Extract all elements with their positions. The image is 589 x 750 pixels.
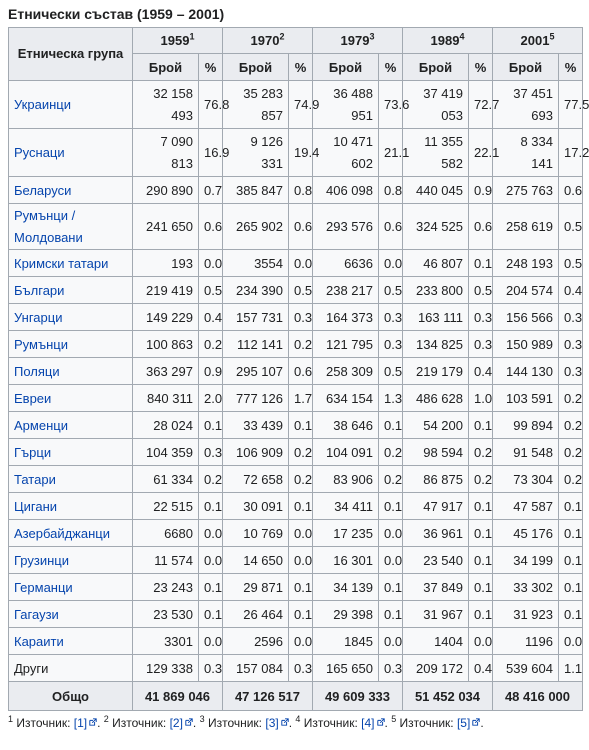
count-cell: 31 923 xyxy=(493,601,559,628)
pct-cell: 73.6 xyxy=(379,81,403,129)
pct-cell: 0.1 xyxy=(199,601,223,628)
count-cell: 17 235 xyxy=(313,520,379,547)
count-cell: 10 471 602 xyxy=(313,129,379,177)
count-header: Брой xyxy=(133,54,199,81)
count-cell: 440 045 xyxy=(403,177,469,204)
pct-cell: 1.1 xyxy=(559,655,583,682)
pct-cell: 22.1 xyxy=(469,129,493,177)
count-cell: 293 576 xyxy=(313,204,379,250)
count-cell: 209 172 xyxy=(403,655,469,682)
pct-cell: 0.0 xyxy=(379,547,403,574)
pct-cell: 0.6 xyxy=(559,177,583,204)
count-cell: 34 199 xyxy=(493,547,559,574)
pct-cell: 0.6 xyxy=(379,204,403,250)
count-cell: 104 091 xyxy=(313,439,379,466)
pct-cell: 0.5 xyxy=(559,250,583,277)
count-cell: 26 464 xyxy=(223,601,289,628)
count-cell: 100 863 xyxy=(133,331,199,358)
pct-cell: 76.8 xyxy=(199,81,223,129)
pct-cell: 0.1 xyxy=(469,547,493,574)
pct-cell: 0.1 xyxy=(469,574,493,601)
count-cell: 31 967 xyxy=(403,601,469,628)
ethnic-group-link[interactable]: Татари xyxy=(9,466,133,493)
pct-cell: 0.0 xyxy=(379,520,403,547)
count-cell: 86 875 xyxy=(403,466,469,493)
ethnic-group-link[interactable]: Евреи xyxy=(9,385,133,412)
count-cell: 29 871 xyxy=(223,574,289,601)
pct-cell: 0.3 xyxy=(559,358,583,385)
table-row xyxy=(9,385,583,412)
count-cell: 238 217 xyxy=(313,277,379,304)
pct-cell: 0.0 xyxy=(559,628,583,655)
pct-cell: 0.4 xyxy=(559,277,583,304)
count-cell: 634 154 xyxy=(313,385,379,412)
count-cell: 45 176 xyxy=(493,520,559,547)
table-row xyxy=(9,358,583,385)
count-cell: 35 283 857 xyxy=(223,81,289,129)
pct-cell: 72.7 xyxy=(469,81,493,129)
count-cell: 840 311 xyxy=(133,385,199,412)
count-header: Брой xyxy=(313,54,379,81)
ethnic-group-link[interactable]: Гърци xyxy=(9,439,133,466)
pct-cell: 0.5 xyxy=(469,277,493,304)
total-value: 51 452 034 xyxy=(403,682,493,711)
table-row xyxy=(9,520,583,547)
pct-cell: 0.0 xyxy=(289,520,313,547)
count-cell: 248 193 xyxy=(493,250,559,277)
table-row xyxy=(9,331,583,358)
count-cell: 165 650 xyxy=(313,655,379,682)
totals-label: Общо xyxy=(9,682,133,711)
ethnic-group-link[interactable]: Грузинци xyxy=(9,547,133,574)
pct-cell: 16.9 xyxy=(199,129,223,177)
pct-cell: 0.0 xyxy=(199,520,223,547)
count-header: Брой xyxy=(403,54,469,81)
count-cell: 241 650 xyxy=(133,204,199,250)
pct-header: % xyxy=(289,54,313,81)
ethnic-composition-table xyxy=(8,27,589,711)
pct-cell: 0.2 xyxy=(289,439,313,466)
count-cell: 36 961 xyxy=(403,520,469,547)
ethnic-group-link[interactable]: Руснаци xyxy=(9,129,133,177)
footnote-number: 2 xyxy=(103,714,109,724)
count-cell: 23 243 xyxy=(133,574,199,601)
pct-cell: 0.1 xyxy=(289,493,313,520)
ethnic-group-link[interactable]: Румънци xyxy=(9,331,133,358)
pct-cell: 0.1 xyxy=(559,493,583,520)
pct-cell: 0.1 xyxy=(289,601,313,628)
pct-cell: 0.1 xyxy=(469,250,493,277)
table-body xyxy=(9,81,589,682)
count-cell: 33 302 xyxy=(493,574,559,601)
pct-cell: 0.3 xyxy=(559,331,583,358)
pct-cell: 17.2 xyxy=(559,129,583,177)
count-cell: 33 439 xyxy=(223,412,289,439)
count-cell: 204 574 xyxy=(493,277,559,304)
year-header: 1989$^4$ xyxy=(403,28,493,54)
count-cell: 193 xyxy=(133,250,199,277)
pct-cell: 74.9 xyxy=(289,81,313,129)
pct-header: % xyxy=(379,54,403,81)
source-link[interactable]: [5] xyxy=(456,716,471,730)
ethnic-group-link[interactable]: Българи xyxy=(9,277,133,304)
table-row xyxy=(9,547,583,574)
count-cell: 265 902 xyxy=(223,204,289,250)
table-row xyxy=(9,655,583,682)
pct-cell: 0.1 xyxy=(469,412,493,439)
count-cell: 91 548 xyxy=(493,439,559,466)
count-cell: 8 334 141 xyxy=(493,129,559,177)
pct-cell: 0.1 xyxy=(289,412,313,439)
count-cell: 98 594 xyxy=(403,439,469,466)
ethnic-group-link[interactable]: Беларуси xyxy=(9,177,133,204)
pct-cell: 0.1 xyxy=(199,493,223,520)
pct-cell: 0.1 xyxy=(469,520,493,547)
table-row xyxy=(9,439,583,466)
footnote-label: Източник: xyxy=(303,716,358,730)
footnotes: $^1$ Източник: [1] . $^2$ Източник: [2] . $^3$ Източник: [3] . $^4$ Източник: [4] . $^5$ Източник: [5] . xyxy=(8,714,484,730)
pct-cell: 0.0 xyxy=(199,250,223,277)
count-cell: 37 419 053 xyxy=(403,81,469,129)
pct-cell: 0.2 xyxy=(379,439,403,466)
count-cell: 37 451 693 xyxy=(493,81,559,129)
year-header: 1979$^3$ xyxy=(313,28,403,54)
count-cell: 46 807 xyxy=(403,250,469,277)
count-cell: 275 763 xyxy=(493,177,559,204)
header-row-years xyxy=(9,28,583,54)
count-cell: 258 619 xyxy=(493,204,559,250)
count-cell: 233 800 xyxy=(403,277,469,304)
pct-cell: 0.3 xyxy=(289,304,313,331)
count-cell: 23 530 xyxy=(133,601,199,628)
count-cell: 14 650 xyxy=(223,547,289,574)
source-link[interactable]: [4] xyxy=(361,716,375,730)
count-cell: 22 515 xyxy=(133,493,199,520)
count-header: Брой xyxy=(493,54,559,81)
count-cell: 54 200 xyxy=(403,412,469,439)
table-row xyxy=(9,628,583,655)
pct-header: % xyxy=(469,54,493,81)
count-cell: 73 304 xyxy=(493,466,559,493)
ethnic-group-link[interactable]: Германци xyxy=(9,574,133,601)
pct-cell: 0.2 xyxy=(559,466,583,493)
ethnic-group-link[interactable]: Цигани xyxy=(9,493,133,520)
external-link-icon xyxy=(281,718,289,726)
year-header: 1970$^2$ xyxy=(223,28,313,54)
footnote-label: Източник: xyxy=(207,716,263,730)
pct-cell: 0.5 xyxy=(379,358,403,385)
table-row xyxy=(9,574,583,601)
external-link-icon xyxy=(377,718,385,726)
count-cell: 32 158 493 xyxy=(133,81,199,129)
pct-cell: 0.1 xyxy=(199,574,223,601)
pct-cell: 0.2 xyxy=(559,412,583,439)
count-cell: 363 297 xyxy=(133,358,199,385)
count-cell: 156 566 xyxy=(493,304,559,331)
count-cell: 30 091 xyxy=(223,493,289,520)
pct-cell: 0.5 xyxy=(289,277,313,304)
year-header: 1959$^1$ xyxy=(133,28,223,54)
count-cell: 16 301 xyxy=(313,547,379,574)
pct-cell: 0.4 xyxy=(469,655,493,682)
count-cell: 3554 xyxy=(223,250,289,277)
ethnic-group-label: Други xyxy=(9,655,133,682)
pct-cell: 0.3 xyxy=(379,655,403,682)
count-cell: 163 111 xyxy=(403,304,469,331)
ethnic-group-link[interactable]: Украинци xyxy=(9,81,133,129)
pct-cell: 0.5 xyxy=(379,277,403,304)
count-cell: 121 795 xyxy=(313,331,379,358)
year-header: 2001$^5$ xyxy=(493,28,583,54)
count-cell: 1845 xyxy=(313,628,379,655)
pct-cell: 0.6 xyxy=(199,204,223,250)
count-cell: 290 890 xyxy=(133,177,199,204)
group-header: Етническа група xyxy=(9,28,133,81)
count-cell: 149 229 xyxy=(133,304,199,331)
pct-cell: 0.2 xyxy=(559,439,583,466)
pct-cell: 0.7 xyxy=(199,177,223,204)
count-cell: 11 574 xyxy=(133,547,199,574)
external-link-icon xyxy=(185,718,193,726)
count-cell: 144 130 xyxy=(493,358,559,385)
count-cell: 1196 xyxy=(493,628,559,655)
ethnic-group-link[interactable]: Арменци xyxy=(9,412,133,439)
pct-cell: 0.1 xyxy=(199,412,223,439)
count-cell: 36 488 951 xyxy=(313,81,379,129)
count-cell: 385 847 xyxy=(223,177,289,204)
pct-cell: 0.8 xyxy=(379,177,403,204)
pct-cell: 0.2 xyxy=(379,466,403,493)
source-link[interactable]: [3] xyxy=(265,716,279,730)
count-cell: 150 989 xyxy=(493,331,559,358)
pct-cell: 0.1 xyxy=(379,412,403,439)
ethnic-group-link[interactable]: Румънци / Молдовани xyxy=(9,204,133,250)
footnote-label: Източник: xyxy=(16,716,71,730)
count-cell: 29 398 xyxy=(313,601,379,628)
count-cell: 258 309 xyxy=(313,358,379,385)
pct-cell: 0.1 xyxy=(559,547,583,574)
pct-cell: 19.4 xyxy=(289,129,313,177)
total-value: 49 609 333 xyxy=(313,682,403,711)
pct-cell: 0.0 xyxy=(289,547,313,574)
pct-header: % xyxy=(199,54,223,81)
table-row xyxy=(9,177,583,204)
external-link-icon xyxy=(472,718,480,726)
total-value: 48 416 000 xyxy=(493,682,583,711)
table-row xyxy=(9,466,583,493)
pct-cell: 0.1 xyxy=(559,520,583,547)
pct-cell: 0.9 xyxy=(199,358,223,385)
count-cell: 47 587 xyxy=(493,493,559,520)
pct-cell: 77.5 xyxy=(559,81,583,129)
count-cell: 11 355 582 xyxy=(403,129,469,177)
footnote-number: 1 xyxy=(8,714,14,724)
ethnic-group-link[interactable]: Азербайджанци xyxy=(9,520,133,547)
pct-cell: 1.3 xyxy=(379,385,403,412)
pct-cell: 0.1 xyxy=(379,574,403,601)
pct-cell: 0.1 xyxy=(379,601,403,628)
external-link-icon xyxy=(89,718,97,726)
pct-cell: 0.3 xyxy=(199,655,223,682)
count-cell: 23 540 xyxy=(403,547,469,574)
total-value: 41 869 046 xyxy=(133,682,223,711)
pct-cell: 0.2 xyxy=(469,439,493,466)
count-cell: 112 141 xyxy=(223,331,289,358)
count-cell: 9 126 331 xyxy=(223,129,289,177)
count-cell: 406 098 xyxy=(313,177,379,204)
count-cell: 157 084 xyxy=(223,655,289,682)
pct-cell: 0.6 xyxy=(289,204,313,250)
count-cell: 324 525 xyxy=(403,204,469,250)
pct-cell: 0.3 xyxy=(469,331,493,358)
pct-cell: 0.5 xyxy=(559,204,583,250)
count-cell: 539 604 xyxy=(493,655,559,682)
table-row xyxy=(9,250,583,277)
pct-cell: 0.1 xyxy=(379,493,403,520)
pct-cell: 0.1 xyxy=(559,601,583,628)
count-header: Брой xyxy=(223,54,289,81)
count-cell: 37 849 xyxy=(403,574,469,601)
footnote-number: 5 xyxy=(391,714,397,724)
pct-cell: 0.4 xyxy=(199,304,223,331)
count-cell: 295 107 xyxy=(223,358,289,385)
footnote-number: 4 xyxy=(295,714,301,724)
count-cell: 134 825 xyxy=(403,331,469,358)
ethnic-group-link[interactable]: Кримски татари xyxy=(9,250,133,277)
footnote-label: Източник: xyxy=(112,716,167,730)
pct-cell: 0.6 xyxy=(469,204,493,250)
count-cell: 34 411 xyxy=(313,493,379,520)
count-cell: 103 591 xyxy=(493,385,559,412)
count-cell: 83 906 xyxy=(313,466,379,493)
count-cell: 486 628 xyxy=(403,385,469,412)
pct-cell: 0.6 xyxy=(289,358,313,385)
pct-cell: 0.3 xyxy=(379,304,403,331)
pct-cell: 0.0 xyxy=(379,628,403,655)
count-cell: 6680 xyxy=(133,520,199,547)
pct-cell: 0.2 xyxy=(199,466,223,493)
pct-cell: 0.3 xyxy=(289,655,313,682)
table-row xyxy=(9,81,583,129)
count-cell: 3301 xyxy=(133,628,199,655)
table-row xyxy=(9,601,583,628)
pct-cell: 0.0 xyxy=(289,250,313,277)
pct-cell: 1.7 xyxy=(289,385,313,412)
pct-cell: 0.9 xyxy=(469,177,493,204)
count-cell: 2596 xyxy=(223,628,289,655)
table-row xyxy=(9,129,583,177)
count-cell: 7 090 813 xyxy=(133,129,199,177)
pct-cell: 0.1 xyxy=(559,574,583,601)
count-cell: 106 909 xyxy=(223,439,289,466)
pct-cell: 0.5 xyxy=(199,277,223,304)
pct-cell: 0.0 xyxy=(379,250,403,277)
count-cell: 28 024 xyxy=(133,412,199,439)
ethnic-group-link[interactable]: Унгарци xyxy=(9,304,133,331)
pct-cell: 0.3 xyxy=(379,331,403,358)
pct-cell: 0.1 xyxy=(469,601,493,628)
table-row xyxy=(9,304,583,331)
pct-cell: 1.0 xyxy=(469,385,493,412)
pct-cell: 0.0 xyxy=(199,547,223,574)
table-row xyxy=(9,493,583,520)
table-row xyxy=(9,412,583,439)
pct-cell: 0.8 xyxy=(289,177,313,204)
table-caption: Етнически състав (1959 – 2001) xyxy=(8,6,225,22)
footnote-label: Източник: xyxy=(399,716,454,730)
count-cell: 129 338 xyxy=(133,655,199,682)
count-cell: 234 390 xyxy=(223,277,289,304)
pct-cell: 0.2 xyxy=(289,331,313,358)
pct-cell: 0.2 xyxy=(559,385,583,412)
count-cell: 219 419 xyxy=(133,277,199,304)
pct-cell: 0.2 xyxy=(469,466,493,493)
pct-cell: 21.1 xyxy=(379,129,403,177)
count-cell: 38 646 xyxy=(313,412,379,439)
pct-cell: 0.4 xyxy=(469,358,493,385)
pct-cell: 0.3 xyxy=(199,439,223,466)
count-cell: 47 917 xyxy=(403,493,469,520)
pct-cell: 0.3 xyxy=(469,304,493,331)
footnote-number: 3 xyxy=(199,714,205,724)
count-cell: 34 139 xyxy=(313,574,379,601)
pct-cell: 0.2 xyxy=(289,466,313,493)
table-row xyxy=(9,277,583,304)
total-value: 47 126 517 xyxy=(223,682,313,711)
count-cell: 1404 xyxy=(403,628,469,655)
ethnic-group-link[interactable]: Поляци xyxy=(9,358,133,385)
pct-cell: 0.3 xyxy=(559,304,583,331)
count-cell: 157 731 xyxy=(223,304,289,331)
count-cell: 104 359 xyxy=(133,439,199,466)
pct-cell: 0.1 xyxy=(289,574,313,601)
source-link[interactable]: [1] xyxy=(73,716,88,730)
table-row xyxy=(9,204,583,250)
pct-cell: 0.2 xyxy=(199,331,223,358)
count-cell: 219 179 xyxy=(403,358,469,385)
count-cell: 6636 xyxy=(313,250,379,277)
totals-row xyxy=(9,682,583,711)
pct-cell: 2.0 xyxy=(199,385,223,412)
count-cell: 10 769 xyxy=(223,520,289,547)
count-cell: 72 658 xyxy=(223,466,289,493)
pct-cell: 0.0 xyxy=(469,628,493,655)
ethnic-group-link[interactable]: Гагаузи xyxy=(9,601,133,628)
pct-cell: 0.1 xyxy=(469,493,493,520)
count-cell: 164 373 xyxy=(313,304,379,331)
pct-cell: 0.0 xyxy=(289,628,313,655)
pct-cell: 0.0 xyxy=(199,628,223,655)
source-link[interactable]: [2] xyxy=(169,716,183,730)
ethnic-group-link[interactable]: Караити xyxy=(9,628,133,655)
count-cell: 99 894 xyxy=(493,412,559,439)
count-cell: 777 126 xyxy=(223,385,289,412)
count-cell: 61 334 xyxy=(133,466,199,493)
pct-header: % xyxy=(559,54,583,81)
